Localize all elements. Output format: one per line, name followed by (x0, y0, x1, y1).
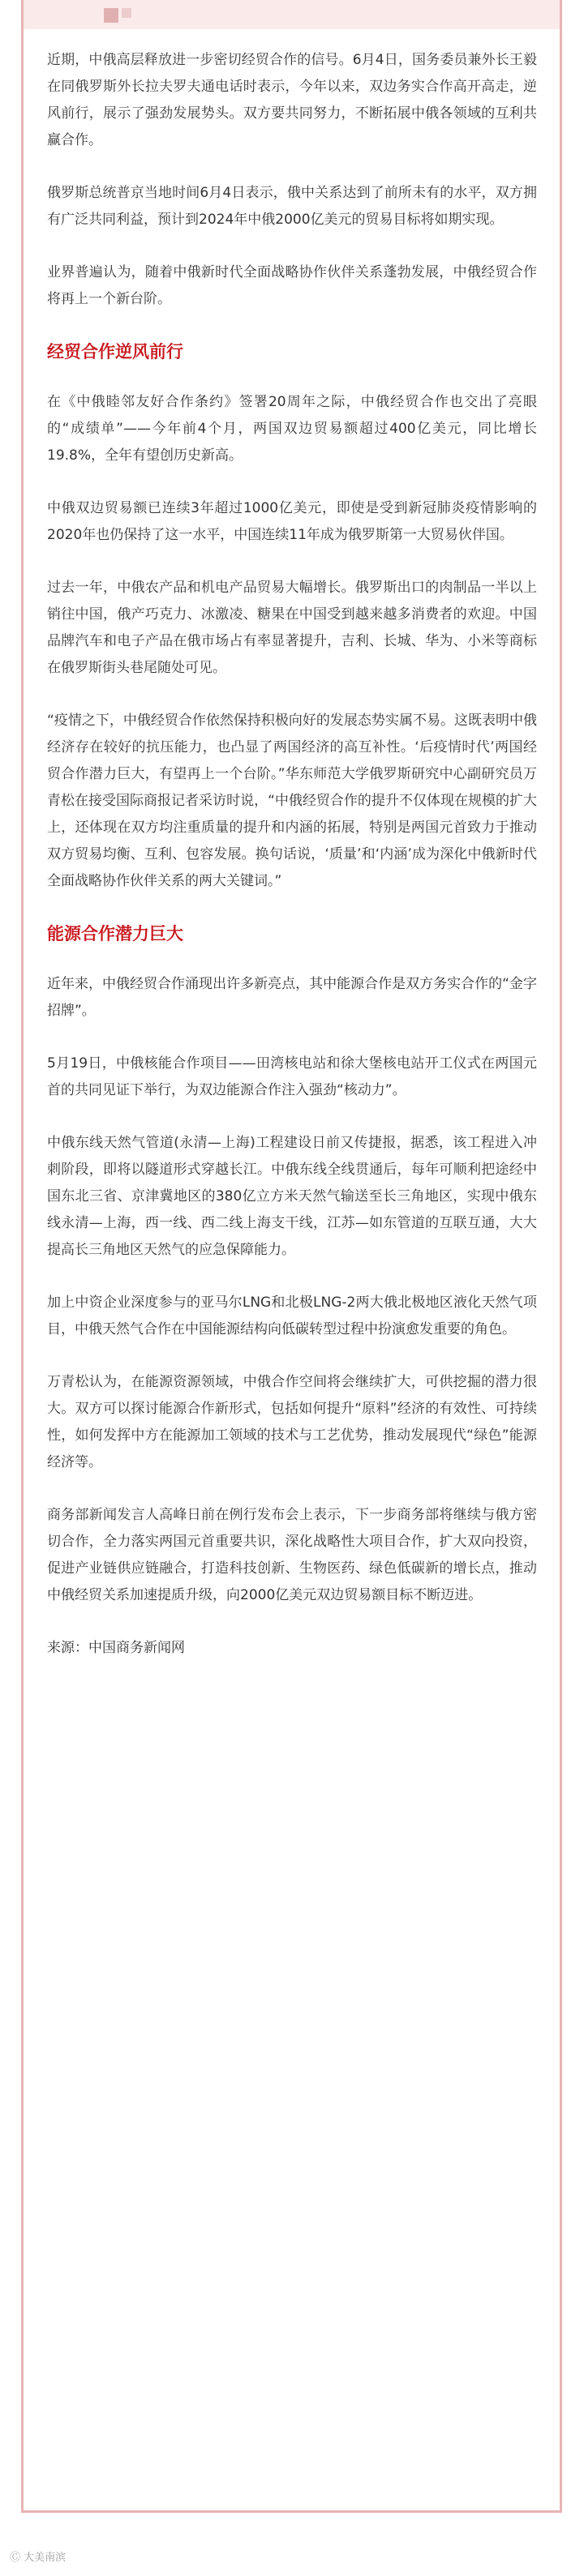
section-paragraph: 近年来，中俄经贸合作涌现出许多新亮点，其中能源合作是双方务实合作的“金字招牌”。 (47, 976, 537, 1019)
section-heading-trade: 经贸合作逆风前行 (47, 342, 183, 362)
frame-border-bottom (21, 2510, 562, 2513)
intro-paragraph: 近期，中俄高层释放进一步密切经贸合作的信号。6月4日，国务委员兼外长王毅在同俄罗斯外长拉夫罗夫通电话时表示，今年以来，双边务实合作高开高走，逆风前行，展示了强劲发展势头。双方要共同努力，不断拓展中俄各领域的互利共赢合作。 (47, 52, 537, 148)
article-body (47, 47, 537, 1662)
section-paragraph: “疫情之下，中俄经贸合作依然保持积极向好的发展态势实属不易。这既表明中俄经济存在较好的抗压能力，也凸显了两国经济的高互补性。‘后疫情时代’两国经贸合作潜力巨大，有望再上一个台阶。”华东师范大学俄罗斯研究中心副研究员万青松在接受国际商报记者采访时说，“中俄经贸合作的提升不仅体现在规模的扩大上，还体现在双方均注重质量的提升和内涵的拓展，特别是两国元首致力于推动双方贸易均衡、互利、包容发展。换句话说，‘质量’和‘内涵’成为深化中俄新时代全面战略协作伙伴关系的两大关键词。” (47, 712, 537, 889)
section-heading-energy: 能源合作潜力巨大 (47, 924, 183, 944)
decoration-square (122, 8, 131, 18)
watermark: Ⓒ 大美南滨 (10, 2552, 67, 2564)
section-paragraph: 万青松认为，在能源资源领域，中俄合作空间将会继续扩大，可供挖掘的潜力很大。双方可以探讨能源合作新形式，包括如何提升“原料”经济的有效性、可持续性，如何发挥中方在能源加工领域的技术与工艺优势，推动发展现代“绿色”能源经济等。 (47, 1374, 537, 1470)
section-paragraph: 中俄双边贸易额已连续3年超过1000亿美元，即使是受到新冠肺炎疫情影响的2020年也仍保持了这一水平，中国连续11年成为俄罗斯第一大贸易伙伴国。 (47, 500, 537, 543)
section-paragraph: 5月19日，中俄核能合作项目——田湾核电站和徐大堡核电站开工仪式在两国元首的共同见证下举行，为双边能源合作注入强劲“核动力”。 (47, 1055, 537, 1098)
decoration-square (104, 8, 118, 23)
section-paragraph: 中俄东线天然气管道(永清—上海)工程建设日前又传捷报，据悉，该工程进入冲刺阶段，即将以隧道形式穿越长江。中俄东线全线贯通后，每年可顺利把途经中国东北三省、京津冀地区的380亿立方米天然气输送至长三角地区，实现中俄东线永清—上海，西一线、西二线上海支干线，江苏—如东管道的互联互通，大大提高长三角地区天然气的应急保障能力。 (47, 1135, 537, 1258)
intro-paragraph: 业界普遍认为，随着中俄新时代全面战略协作伙伴关系蓬勃发展，中俄经贸合作将再上一个新台阶。 (47, 264, 537, 307)
intro-paragraph: 俄罗斯总统普京当地时间6月4日表示，俄中关系达到了前所未有的水平，双方拥有广泛共同利益，预计到2024年中俄2000亿美元的贸易目标将如期实现。 (47, 185, 537, 228)
frame-border-right (560, 0, 562, 2513)
frame-border-left (21, 0, 24, 2513)
top-decoration-bar (21, 0, 562, 29)
section-paragraph: 加上中资企业深度参与的亚马尔LNG和北极LNG-2两大俄北极地区液化天然气项目，中俄天然气合作在中国能源结构向低碳转型过程中扮演愈发重要的角色。 (47, 1294, 537, 1337)
section-paragraph: 商务部新闻发言人高峰日前在例行发布会上表示，下一步商务部将继续与俄方密切合作，全力落实两国元首重要共识，深化战略性大项目合作，扩大双向投资，促进产业链供应链融合，打造科技创新、生物医药、绿色低碳新的增长点，推动中俄经贸关系加速提质升级，向2000亿美元双边贸易额目标不断迈进。 (47, 1507, 537, 1603)
section-paragraph: 过去一年，中俄农产品和机电产品贸易大幅增长。俄罗斯出口的肉制品一半以上销往中国，俄产巧克力、冰激凌、糖果在中国受到越来越多消费者的欢迎。中国品牌汽车和电子产品在俄市场占有率显著提升，吉利、长城、华为、小米等商标在俄罗斯街头巷尾随处可见。 (47, 580, 537, 676)
article-source: 来源：中国商务新闻网 (47, 1640, 185, 1656)
section-paragraph: 在《中俄睦邻友好合作条约》签署20周年之际，中俄经贸合作也交出了亮眼的“成绩单”——今年前4个月，两国双边贸易额超过400亿美元，同比增长19.8%，全年有望创历史新高。 (47, 394, 537, 464)
